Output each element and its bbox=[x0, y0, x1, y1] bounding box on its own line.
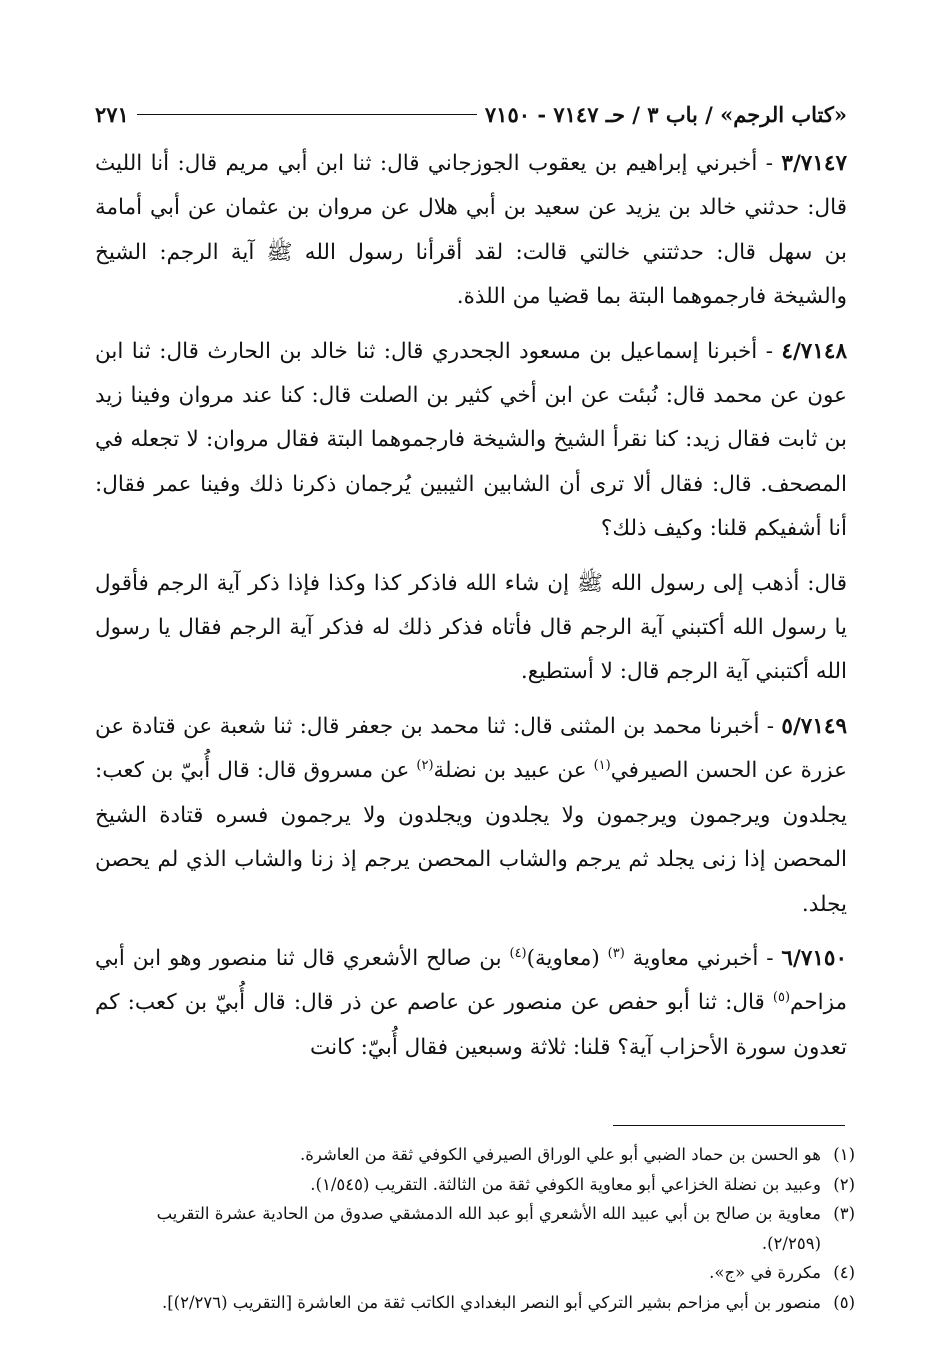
hadith-paragraph bbox=[95, 142, 847, 320]
footnote-ref[interactable]: (٢) bbox=[416, 758, 434, 774]
footnote-number: (٣) bbox=[833, 1204, 855, 1223]
hadith-number: ٥/٧١٤٩ bbox=[781, 713, 847, 739]
footnote-separator bbox=[613, 1125, 845, 1126]
footnote bbox=[95, 1140, 855, 1170]
footnote bbox=[95, 1199, 855, 1258]
footnote-number: (٥) bbox=[833, 1292, 855, 1312]
hadith-paragraph bbox=[95, 705, 847, 927]
footnotes bbox=[95, 1140, 855, 1317]
hadith-paragraph bbox=[95, 562, 847, 695]
footnote-text: مكررة في «ج». bbox=[709, 1263, 821, 1282]
hadith-number: ٦/٧١٥٠ bbox=[781, 945, 848, 971]
footnote-number: (٤) bbox=[833, 1263, 855, 1282]
main-text bbox=[95, 142, 847, 1080]
footnote-ref[interactable]: (١) bbox=[593, 758, 611, 774]
hadith-text: عن عبيد بن نضلة bbox=[433, 758, 594, 784]
hadith-text: قال: ثنا أبو حفص عن منصور عن عاصم عن ذر قال: قال أُبيّ بن كعب: كم تعدون سورة الأحزاب آية؟ قلنا: ثلاثة وسبعين فقال أُبيّ: كانت bbox=[95, 990, 847, 1060]
running-title: «كتاب الرجم» / باب ٣ / حـ ٧١٤٧ - ٧١٥٠ bbox=[484, 101, 847, 127]
footnote bbox=[95, 1258, 855, 1288]
hadith-text: - أخبرنا إسماعيل بن مسعود الجحدري قال: ثنا خالد بن الحارث قال: ثنا ابن عون عن محمد قال: نُبئت عن ابن أخي كثير بن الصلت قال: كنا عند مروان وفينا زيد بن ثابت فقال زيد: كنا نقرأ الشيخ والشيخة فارجموهما البتة فقال مروان: لا تجعله في المصحف. قال: فقال ألا ترى أن الشابين الثيبين يُرجمان ذكرنا ذلك وفينا عمر فقال: أنا أشفيكم قلنا: وكيف ذلك؟ bbox=[95, 338, 847, 542]
hadith-paragraph bbox=[95, 937, 847, 1070]
footnote-text: منصور بن أبي مزاحم بشير التركي أبو النصر البغدادي الكاتب ثقة من العاشرة [التقريب (٢/٢٧٦)]. bbox=[161, 1292, 821, 1312]
footnote-number: (١) bbox=[833, 1145, 855, 1164]
footnote-ref[interactable]: (٣) bbox=[607, 945, 625, 961]
hadith-text: - أخبرنا محمد بن المثنى قال: ثنا محمد بن جعفر قال: ثنا شعبة عن قتادة عن عزرة عن الحسن الصيرفي bbox=[95, 713, 847, 784]
footnote-text: وعبيد بن نضلة الخزاعي أبو معاوية الكوفي ثقة من الثالثة. التقريب (١/٥٤٥). bbox=[310, 1174, 821, 1194]
page-number: ٢٧١ bbox=[95, 101, 129, 127]
hadith-text: بن صالح الأشعري قال ثنا منصور وهو ابن أبي مزاحم bbox=[95, 945, 847, 1016]
hadith-number: ٤/٧١٤٨ bbox=[781, 338, 847, 364]
header-rule bbox=[137, 114, 477, 115]
hadith-text: عن مسروق قال: قال أُبيّ بن كعب: يجلدون ويرجمون ويرجمون ولا يجلدون ويجلدون ولا يرجمون فسره قتادة الشيخ المحصن إذا زنى يجلد ثم يرجم والشاب المحصن يرجم إذ زنا والشاب الذي لم يحصن يجلد. bbox=[95, 758, 847, 917]
hadith-text: - أخبرني إبراهيم بن يعقوب الجوزجاني قال: ثنا ابن أبي مريم قال: أنا الليث قال: حدثني خالد بن يزيد عن سعيد بن أبي هلال عن مروان بن عثمان عن أبي أمامة بن سهل قال: حدثتني خالتي قالت: لقد أقرأنا رسول الله ﷺ آية الرجم: الشيخ والشيخة فارجموهما البتة بما قضيا من اللذة. bbox=[95, 151, 847, 310]
hadith-number: ٣/٧١٤٧ bbox=[781, 151, 847, 176]
footnote bbox=[95, 1170, 855, 1200]
hadith-text: قال: أذهب إلى رسول الله ﷺ إن شاء الله فاذكر كذا وكذا فإذا ذكر آية الرجم فأقول يا رسول الله أكتبني آية الرجم قال فأتاه فذكر ذلك له فذكر آية الرجم فقال يا رسول الله أكتبني آية الرجم قال: لا أستطيع. bbox=[95, 570, 847, 685]
footnote-ref[interactable]: (٤) bbox=[509, 945, 527, 961]
footnote-text: معاوية بن صالح بن أبي عبيد الله الأشعري أبو عبد الله الدمشقي صدوق من الحادية عشرة التقريب (٢/٢٥٩). bbox=[156, 1204, 821, 1253]
running-header bbox=[95, 94, 847, 134]
footnote-text: هو الحسن بن حماد الضبي أبو علي الوراق الصيرفي الكوفي ثقة من العاشرة. bbox=[299, 1145, 821, 1164]
hadith-text: (معاوية) bbox=[526, 945, 608, 971]
hadith-paragraph bbox=[95, 330, 847, 552]
footnote-number: (٢) bbox=[833, 1174, 855, 1194]
footnote-ref[interactable]: (٥) bbox=[772, 990, 791, 1006]
footnote bbox=[95, 1288, 855, 1318]
hadith-text: - أخبرني معاوية bbox=[624, 945, 782, 971]
